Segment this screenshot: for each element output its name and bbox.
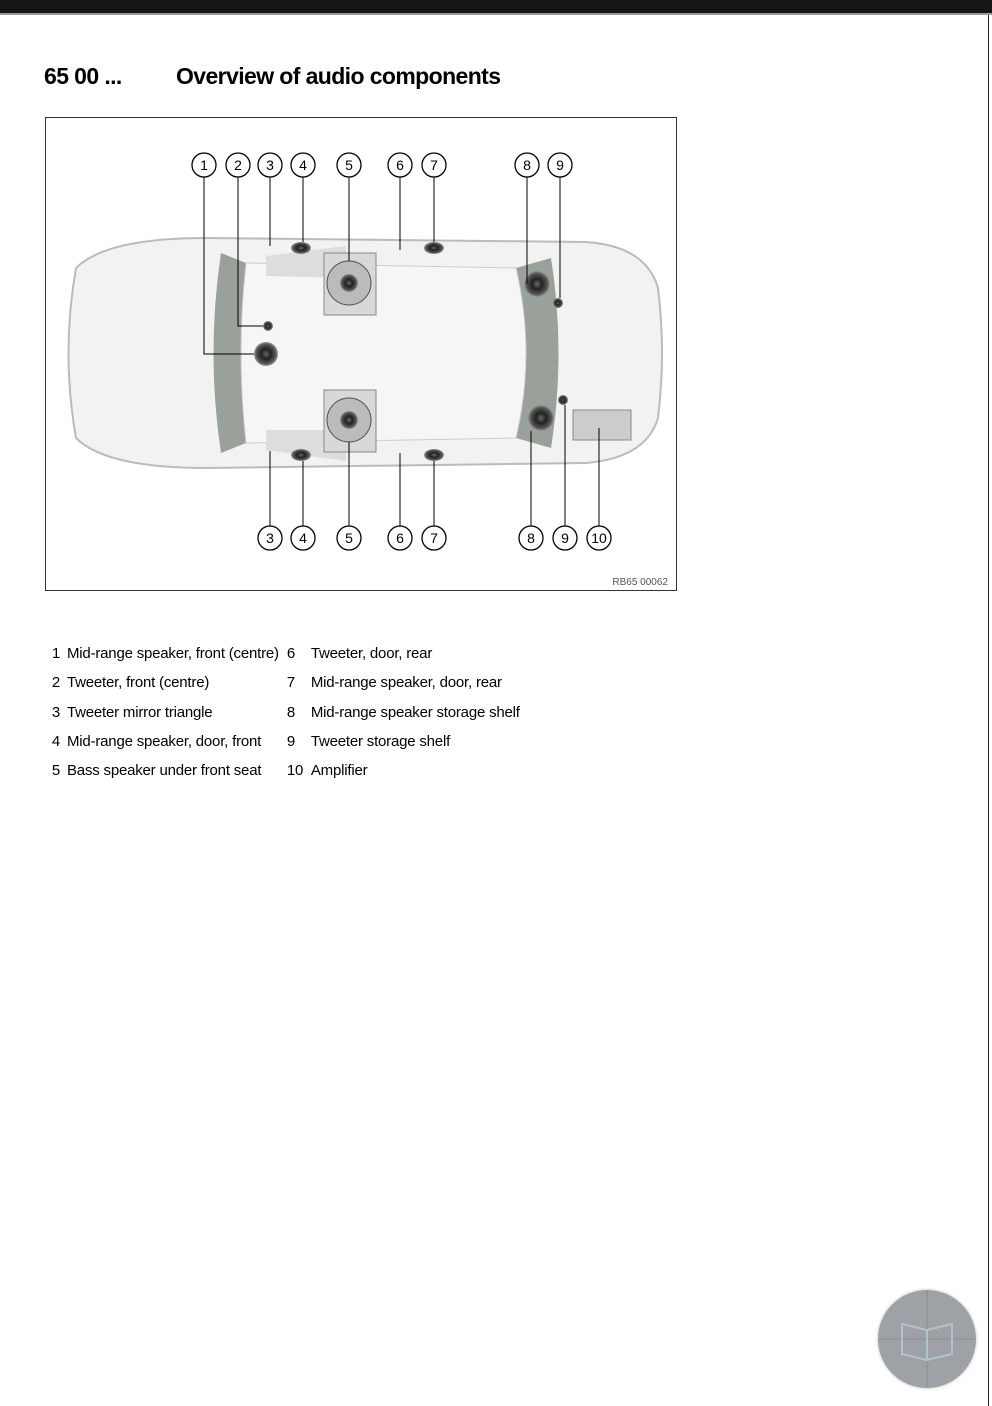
legend-label: Bass speaker under front seat — [67, 762, 262, 780]
callout-number: 3 — [266, 157, 274, 173]
legend-row — [44, 704, 524, 733]
callout-number: 2 — [234, 157, 242, 173]
callout-number: 5 — [345, 530, 353, 546]
figure-reference: RB65 00062 — [612, 577, 668, 588]
callout-number: 7 — [430, 530, 438, 546]
legend-number: 9 — [286, 732, 295, 750]
legend-label: Tweeter storage shelf — [310, 732, 451, 750]
legend-label: Tweeter mirror triangle — [67, 703, 213, 721]
component-legend — [44, 645, 524, 791]
legend-number: 8 — [286, 703, 295, 721]
amplifier-shape — [573, 410, 631, 440]
callout-number: 8 — [527, 530, 535, 546]
section-number: 65 00 ... — [44, 63, 122, 89]
callout-number: 9 — [561, 530, 569, 546]
legend-label: Mid-range speaker, door, front — [67, 732, 262, 750]
car-top-view — [46, 118, 676, 590]
callout-number: 1 — [200, 157, 208, 173]
legend-row — [44, 762, 524, 791]
legend-number: 7 — [286, 674, 295, 692]
callout-number: 9 — [556, 157, 564, 173]
callout-number: 6 — [396, 157, 404, 173]
manual-book-logo-icon[interactable] — [878, 1290, 976, 1388]
legend-number: 6 — [286, 645, 295, 662]
legend-label: Mid-range speaker, front (centre) — [67, 645, 279, 662]
audio-components-diagram — [45, 117, 677, 591]
callout-number: 7 — [430, 157, 438, 173]
callout-number: 3 — [266, 530, 274, 546]
callout-number: 8 — [523, 157, 531, 173]
legend-label: Tweeter, door, rear — [310, 645, 433, 662]
legend-number: 4 — [51, 732, 60, 750]
callout-number: 10 — [591, 530, 607, 546]
bottom-callouts — [258, 526, 611, 550]
legend-label: Mid-range speaker storage shelf — [310, 703, 520, 721]
legend-number: 3 — [51, 703, 60, 721]
viewer-top-bar — [0, 0, 992, 15]
callout-number: 6 — [396, 530, 404, 546]
callout-number: 4 — [299, 530, 307, 546]
legend-row — [44, 645, 524, 674]
callout-number: 4 — [299, 157, 307, 173]
callout-number: 5 — [345, 157, 353, 173]
page-edge — [988, 15, 989, 1406]
legend-label: Amplifier — [310, 762, 368, 780]
legend-row — [44, 733, 524, 762]
legend-number: 5 — [51, 762, 60, 780]
legend-number: 1 — [51, 645, 60, 662]
page-title: Overview of audio components — [176, 63, 501, 89]
top-callouts — [192, 153, 572, 177]
legend-label: Tweeter, front (centre) — [67, 674, 210, 692]
legend-number: 2 — [51, 674, 60, 692]
legend-row — [44, 674, 524, 703]
legend-label: Mid-range speaker, door, rear — [310, 674, 502, 692]
legend-number: 10 — [286, 762, 304, 780]
